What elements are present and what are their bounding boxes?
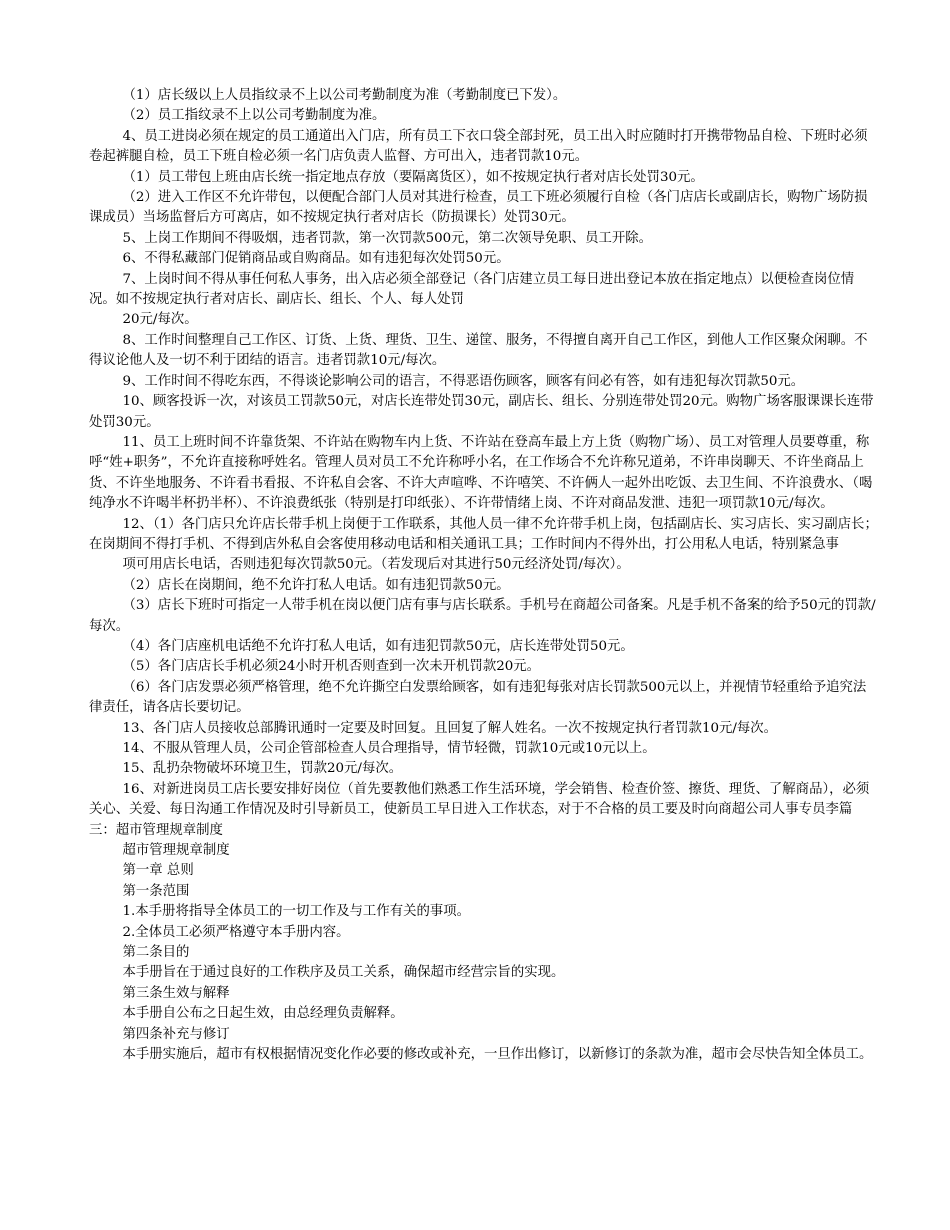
paragraph: 4、员工进岗必须在规定的员工通道出入门店，所有员工下衣口袋全部封死，员工出入时应随时打开携带物品自检、下班时必须卷起裤腿自检，员工下班自检必须一名门店负责人监督、方可出入，违者罚款10元。	[89, 128, 868, 165]
paragraph: 本手册实施后，超市有权根据情况变化作必要的修改或补充，一旦作出修订，以新修订的条款为准，超市会尽快告知全体员工。	[122, 1047, 873, 1063]
paragraph: 12、（1）各门店只允许店长带手机上岗便于工作联系，其他人员一律不允许带手机上岗，包括副店长、实习店长、实习副店长；在岗期间不得打手机、不得到店外私自会客使用移动电话和相关通讯工具；工作时间内不得外出，打公用私人电话，特别紧急事	[89, 516, 878, 552]
paragraph: 第二条目的	[122, 945, 190, 961]
paragraph: 8、工作时间整理自己工作区、订货、上货、理货、卫生、递筐、服务，不得擅自离开自己工作区，到他人工作区聚众闲聊。不得议论他人及一切不利于团结的语言。违者罚款10元/每次。	[89, 332, 868, 369]
document-body	[89, 86, 879, 1066]
paragraph: 第四条补充与修订	[122, 1026, 230, 1042]
paragraph: （2）店长在岗期间，绝不允许打私人电话。如有违犯罚款50元。	[122, 577, 510, 593]
paragraph: 15、乱扔杂物破坏环境卫生，罚款20元/每次。	[122, 761, 403, 777]
paragraph: 16、对新进岗员工店长要安排好岗位（首先要教他们熟悉工作生活环境，学会销售、检查价签、擦货、理货、了解商品），必须关心、关爱、每日沟通工作情况及时引导新员工，使新员工早日进入工作状态，对于不合格的员工要及时向商超公司人事专员李篇三：超市管理规章制度	[89, 781, 870, 838]
paragraph: 本手册自公布之日起生效，由总经理负责解释。	[122, 1006, 404, 1022]
paragraph: 10、顾客投诉一次，对该员工罚款50元，对店长连带处罚30元，副店长、组长、分别连带处罚20元。购物广场客服课课长连带处罚30元。	[89, 394, 874, 430]
paragraph: 9、工作时间不得吃东西，不得谈论影响公司的语言，不得恶语伤顾客，顾客有问必有答，如有违犯每次罚款50元。	[122, 373, 805, 389]
paragraph: 第三条生效与解释	[122, 985, 230, 1001]
paragraph: 14、不服从管理人员，公司企管部检查人员合理指导，情节轻微，罚款10元或10元以上。	[122, 741, 656, 756]
paragraph: 11、员工上班时间不许靠货架、不许站在购物车内上货、不许站在登高车最上方上货（购物广场）、员工对管理人员要尊重，称呼“姓+职务”，不允许直接称呼姓名。管理人员对员工不允许称呼小名，在工作场合不允许称兄道弟，不许串岗聊天、不许坐商品上货、不许坐地服务、不许看书看报、不许私自会客、不许大声喧哗、不许嘻笑、不许俩人一起外出吃饭、去卫生间、不许浪费水、（喝纯净水不许喝半杯扔半杯）、不许浪费纸张（特别是打印纸张）、不许带情绪上岗、不许对商品发泄、违犯一项罚款10元/每次。	[89, 434, 873, 512]
paragraph: （6）各门店发票必须严格管理，绝不允许撕空白发票给顾客，如有违犯每张对店长罚款500元以上，并视情节轻重给予追究法律责任，请各店长要切记。	[89, 679, 867, 716]
paragraph: 20元/每次。	[122, 312, 198, 328]
paragraph: 5、上岗工作期间不得吸烟，违者罚款，第一次罚款500元，第二次领导免职、员工开除。	[122, 230, 653, 246]
paragraph: 1.本手册将指导全体员工的一切工作及与工作有关的事项。	[122, 904, 471, 920]
paragraph: 6、不得私藏部门促销商品或自购商品。如有违犯每次处罚50元。	[122, 251, 510, 267]
paragraph: 项可用店长电话，否则违犯每次罚款50元。（若发现后对其进行50元经济处罚/每次）。	[122, 557, 630, 573]
paragraph: 超市管理规章制度	[122, 843, 230, 859]
paragraph: （1）店长级以上人员指纹录不上以公司考勤制度为准（考勤制度已下发）。	[122, 88, 567, 103]
paragraph: （3）店长下班时可指定一人带手机在岗以便门店有事与店长联系。手机号在商超公司备案。凡是手机不备案的给予50元的罚款/每次。	[89, 598, 876, 634]
paragraph: （4）各门店座机电话绝不允许打私人电话，如有违犯罚款50元，店长连带处罚50元。	[122, 638, 634, 654]
paragraph: 本手册旨在于通过良好的工作秩序及员工关系，确保超市经营宗旨的实现。	[122, 965, 565, 981]
paragraph: 2.全体员工必须严格遵守本手册内容。	[122, 924, 350, 940]
paragraph: （2）员工指纹录不上以公司考勤制度为准。	[122, 108, 386, 124]
paragraph: （5）各门店店长手机必须24小时开机否则查到一次未开机罚款20元。	[122, 659, 541, 675]
paragraph: （2）进入工作区不允许带包，以便配合部门人员对其进行检查，员工下班必须履行自检（各门店店长或副店长，购物广场防损课成员）当场监督后方可离店，如不按规定执行者对店长（防损课长）处罚30元。	[89, 190, 868, 226]
paragraph: 第一章 总则	[122, 863, 194, 879]
paragraph: （1）员工带包上班由店长统一指定地点存放（要隔离货区），如不按规定执行者对店长处罚30元。	[122, 169, 704, 185]
paragraph: 第一条范围	[122, 883, 190, 899]
paragraph: 13、各门店人员接收总部腾讯通时一定要及时回复。且回复了解人姓名。一次不按规定执行者罚款10元/每次。	[122, 720, 778, 736]
paragraph: 7、上岗时间不得从事任何私人事务，出入店必须全部登记（各门店建立员工每日进出登记本放在指定地点）以便检查岗位情况。如不按规定执行者对店长、副店长、组长、个人、每人处罚	[89, 271, 855, 308]
